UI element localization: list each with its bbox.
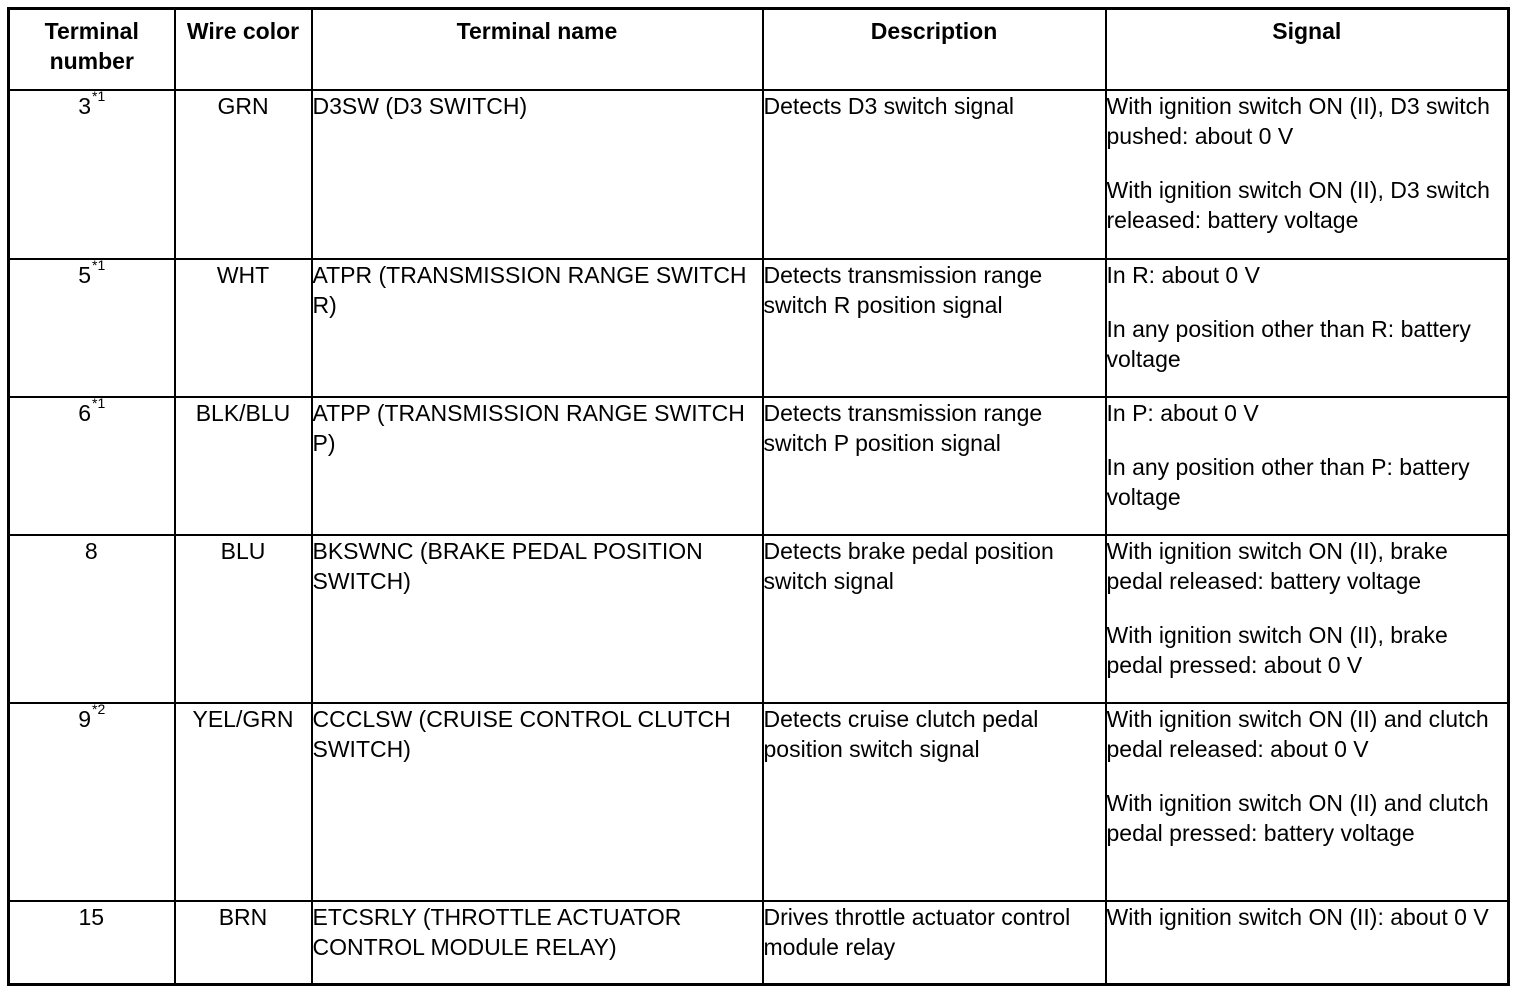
signal-text: With ignition switch ON (II), brake pedal pressed: about 0 V <box>1106 621 1448 678</box>
signal-text: With ignition switch ON (II) and clutch pedal released: about 0 V <box>1106 705 1489 762</box>
signal-text: With ignition switch ON (II), D3 switch released: battery voltage <box>1106 176 1490 233</box>
wire-color-cell: BLK/BLU <box>175 397 312 535</box>
signal-text: In any position other than R: battery voltage <box>1106 315 1471 372</box>
terminal-number-cell <box>9 700 175 901</box>
terminal-name-cell: ATPP (TRANSMISSION RANGE SWITCH P) <box>312 397 763 535</box>
header-wire-color: Wire color <box>175 9 312 90</box>
table-row <box>9 901 1509 985</box>
signal-cell <box>1106 259 1509 397</box>
table-row <box>9 703 1509 901</box>
table-row <box>9 259 1509 397</box>
terminal-number: 5 <box>78 261 92 288</box>
footnote-marker: *1 <box>92 256 106 273</box>
wire-color-cell: GRN <box>175 90 312 259</box>
terminal-number-cell <box>9 535 175 703</box>
signal-cell <box>1106 703 1509 901</box>
description-cell: Detects transmission range switch P position signal <box>763 397 1106 535</box>
header-signal: Signal <box>1106 9 1509 90</box>
description-cell: Detects D3 switch signal <box>763 90 1106 259</box>
terminal-name-cell: ETCSRLY (THROTTLE ACTUATOR CONTROL MODULE RELAY) <box>312 901 763 985</box>
signal-text: With ignition switch ON (II), brake pedal released: battery voltage <box>1106 537 1448 594</box>
wire-color-cell: YEL/GRN <box>175 703 312 901</box>
signal-cell <box>1106 535 1509 703</box>
header-terminal-name: Terminal name <box>312 9 763 90</box>
signal-text: In any position other than P: battery voltage <box>1106 453 1470 510</box>
header-terminal-number: Terminal number <box>9 9 175 90</box>
header-row <box>9 9 1509 90</box>
terminal-name-cell: ATPR (TRANSMISSION RANGE SWITCH R) <box>312 259 763 397</box>
signal-cell <box>1106 397 1509 535</box>
description-cell: Drives throttle actuator control module relay <box>763 901 1106 985</box>
terminal-number-cell <box>9 256 175 397</box>
description-cell: Detects brake pedal position switch signal <box>763 535 1106 703</box>
footnote-marker: *1 <box>92 87 106 104</box>
footnote-marker: *2 <box>92 700 106 717</box>
wire-color-cell: WHT <box>175 259 312 397</box>
table-row <box>9 535 1509 703</box>
signal-text: In P: about 0 V <box>1106 399 1259 426</box>
terminal-name-cell: CCCLSW (CRUISE CONTROL CLUTCH SWITCH) <box>312 703 763 901</box>
footnote-marker: *1 <box>92 394 106 411</box>
terminal-number-cell <box>9 901 175 985</box>
signal-text: With ignition switch ON (II) and clutch pedal pressed: battery voltage <box>1106 789 1489 846</box>
wire-color-cell: BLU <box>175 535 312 703</box>
terminal-number: 3 <box>78 92 92 119</box>
description-cell: Detects cruise clutch pedal position switch signal <box>763 703 1106 901</box>
terminal-number: 15 <box>78 903 105 930</box>
signal-cell <box>1106 901 1509 985</box>
table-row <box>9 397 1509 535</box>
description-cell: Detects transmission range switch R position signal <box>763 259 1106 397</box>
signal-text: With ignition switch ON (II), D3 switch pushed: about 0 V <box>1106 92 1490 149</box>
signal-text: In R: about 0 V <box>1106 261 1260 288</box>
terminal-table <box>7 7 1510 986</box>
terminal-name-cell: D3SW (D3 SWITCH) <box>312 90 763 259</box>
terminal-number: 6 <box>78 399 92 426</box>
signal-cell <box>1106 90 1509 259</box>
terminal-number-cell <box>9 87 175 259</box>
terminal-number: 8 <box>84 537 98 564</box>
table-row <box>9 90 1509 259</box>
terminal-number: 9 <box>78 705 92 732</box>
wire-color-cell: BRN <box>175 901 312 985</box>
header-description: Description <box>763 9 1106 90</box>
terminal-name-cell: BKSWNC (BRAKE PEDAL POSITION SWITCH) <box>312 535 763 703</box>
terminal-number-cell <box>9 394 175 535</box>
signal-text: With ignition switch ON (II): about 0 V <box>1106 903 1489 930</box>
